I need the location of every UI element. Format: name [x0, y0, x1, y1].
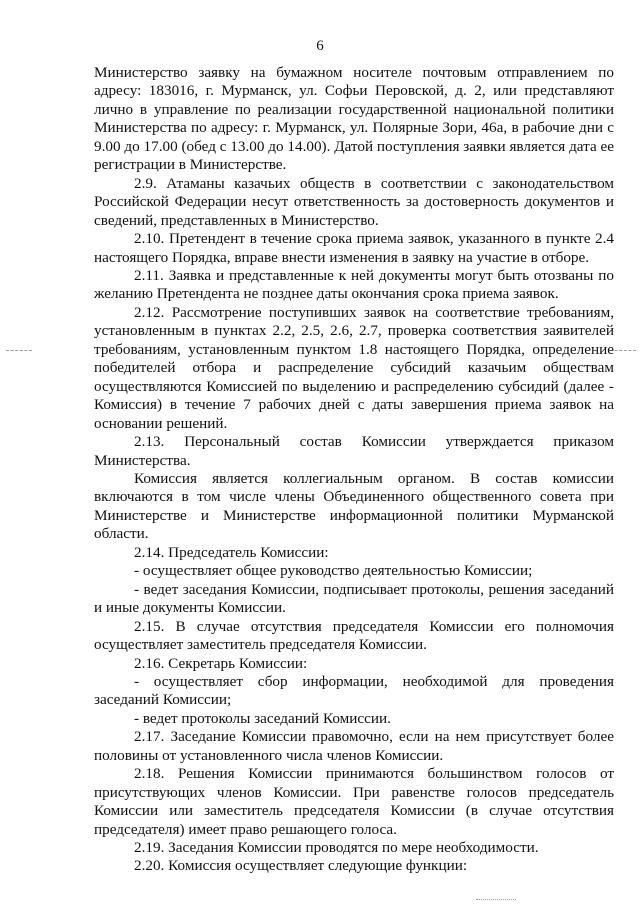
page-number: 6 [316, 38, 324, 54]
left-margin-mark [6, 350, 32, 352]
paragraph-continuation: Министерство заявку на бумажном носителе почтовым отправлением по адресу: 183016, г. Мурманск, ул. Софьи Перовской, д. 2, или представляют лично в управление по реализации государственной национальной политики Министерства по адресу: г. Мурманск, ул. Полярные Зори, 46а, в рабочие дни с 9.00 до 17.00 (обед с 13.00 до 14.00). Датой поступления заявки является дата ее регистрации в Министерстве. [94, 64, 614, 174]
paragraph-2-12: 2.12. Рассмотрение поступивших заявок на соответствие требованиям, установленным в пунктах 2.2, 2.5, 2.6, 2.7, проверка соответствия заявителей требованиям, установленным пунктом 1.8 настоящего Порядка, определение победителей отбора и распределение субсидий казачьим обществам осуществляются Комиссией по выделению и распределению субсидий (далее - Комиссия) в течение 7 рабочих дней с даты завершения приема заявок на основании решений. [94, 303, 614, 432]
list-item: - осуществляет сбор информации, необходимой для проведения заседаний Комиссии; [94, 672, 614, 709]
paragraph-2-15: 2.15. В случае отсутствия председателя Комиссии его полномочия осуществляет заместитель председателя Комиссии. [94, 617, 614, 654]
list-item: - осуществляет общее руководство деятельностью Комиссии; [134, 562, 533, 580]
paragraph-2-18: 2.18. Решения Комиссии принимаются большинством голосов от присутствующих членов Комиссии. При равенстве голосов председатель Комиссии или заместитель председателя Комиссии (в случае отсутствия председателя) имеет право решающего голоса. [94, 765, 614, 838]
paragraph-2-10: 2.10. Претендент в течение срока приема заявок, указанного в пункте 2.4 настоящего Порядка, вправе внести изменения в заявку на участие в отборе. [94, 230, 614, 266]
paragraph-commission-composition: Комиссия является коллегиальным органом. В состав комиссии включаются в том числе члены Объединенного общественного совета при Министерстве и Министерстве информационной политики Мурманской области. [94, 469, 614, 543]
footer-scan-mark [476, 899, 516, 901]
list-item: - ведет протоколы заседаний Комиссии. [134, 709, 391, 727]
paragraph-2-11: 2.11. Заявка и представленные к ней документы могут быть отозваны по желанию Претендента не позднее даты окончания срока приема заявок. [94, 266, 614, 303]
paragraph-2-14: 2.14. Председатель Комиссии: [134, 543, 329, 561]
document-body [94, 64, 614, 876]
paragraph-2-16: 2.16. Секретарь Комиссии: [134, 654, 308, 672]
paragraph-2-9: 2.9. Атаманы казачьих обществ в соответствии с законодательством Российской Федерации несут ответственность за достоверность документов и сведений, представленных в Министерство. [94, 174, 614, 229]
paragraph-2-13: 2.13. Персональный состав Комиссии утверждается приказом Министерства. [94, 433, 614, 469]
list-item: - ведет заседания Комиссии, подписывает протоколы, решения заседаний и иные документы Комиссии. [94, 580, 614, 617]
paragraph-2-20: 2.20. Комиссия осуществляет следующие функции: [134, 857, 468, 875]
paragraph-2-19: 2.19. Заседания Комиссии проводятся по мере необходимости. [134, 839, 539, 857]
paragraph-2-17: 2.17. Заседание Комиссии правомочно, если на нем присутствует более половины от установленного числа членов Комиссии. [94, 728, 614, 764]
